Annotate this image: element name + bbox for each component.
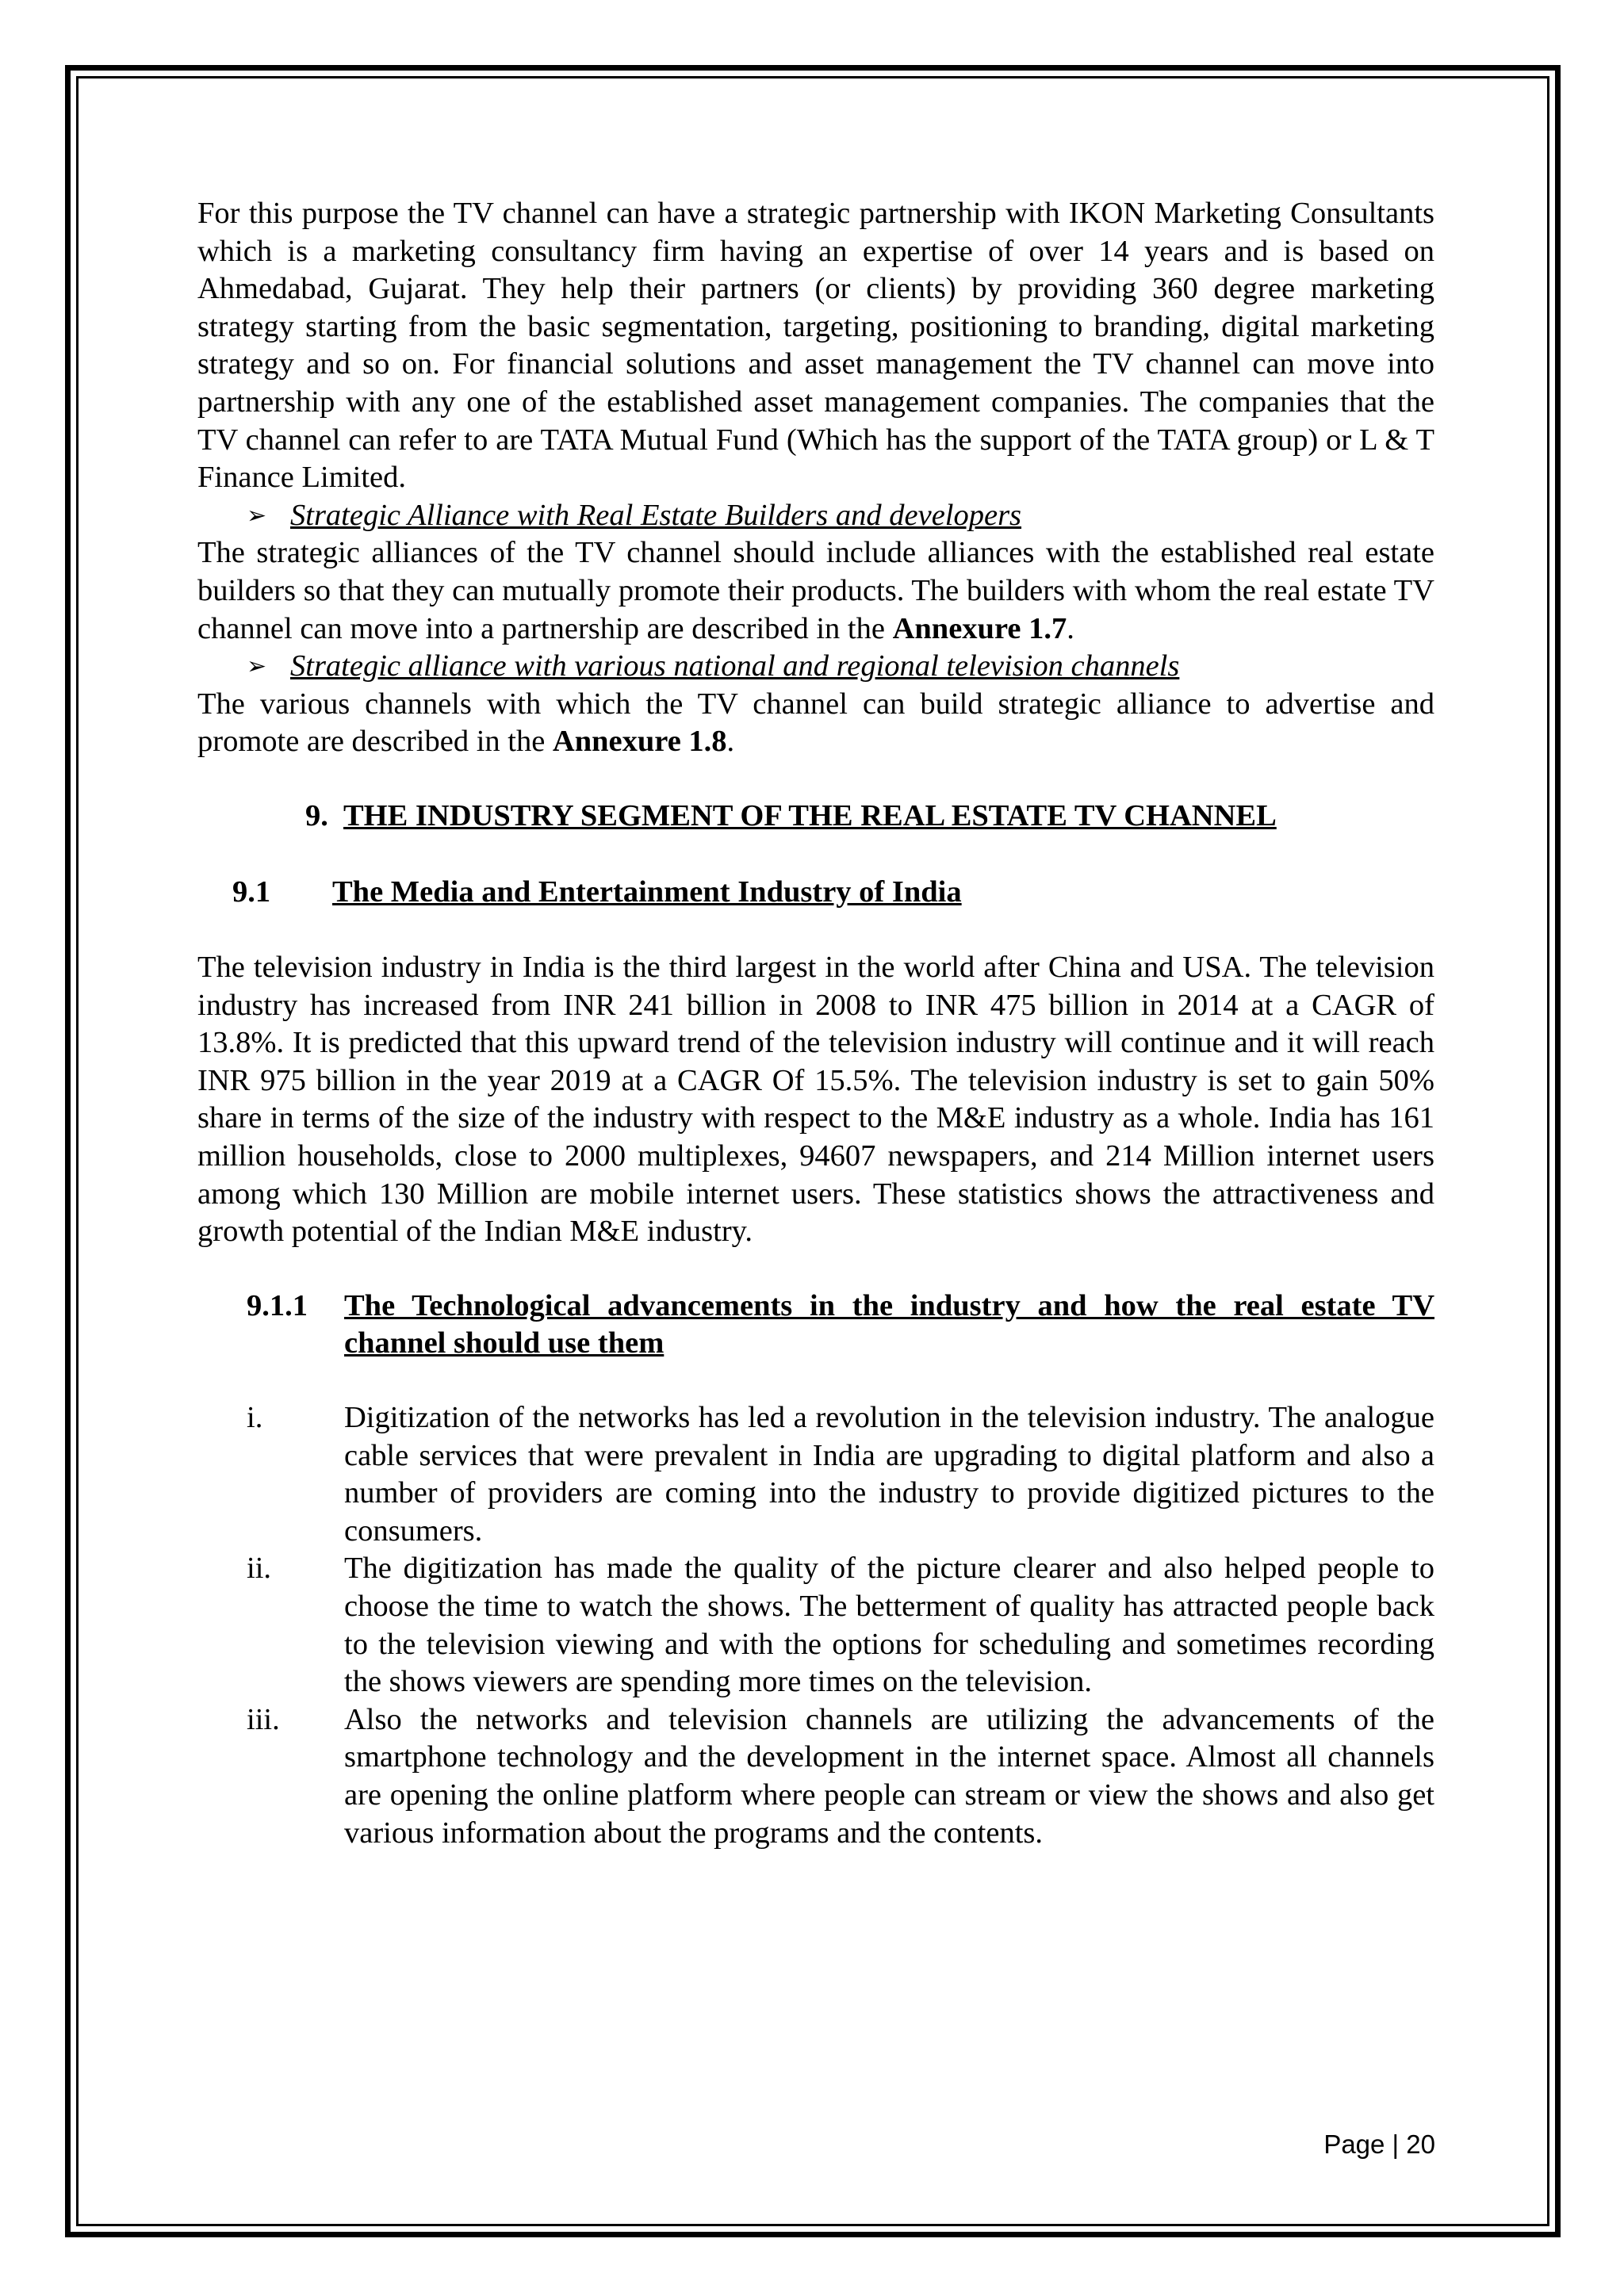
arrow-bullet-icon: ➢ [247, 652, 267, 681]
list-item [197, 1701, 1434, 1852]
paragraph-channels-alliance [197, 686, 1434, 761]
bullet-text: Strategic Alliance with Real Estate Builders and developers [290, 498, 1022, 532]
section-heading-9 [197, 798, 1434, 836]
page-number: Page | 20 [1323, 2130, 1435, 2159]
roman-numeral-list [197, 1399, 1434, 1852]
paragraph-ikon-partnership: For this purpose the TV channel can have a strategic partnership with IKON Marketing Consultants which is a marketing consultancy firm having an expertise of over 14 years and is based on Ahmedabad, Gujarat. They help their partners (or clients) by providing 360 degree marketing strategy starting from the basic segmentation, targeting, positioning to branding, digital marketing strategy and so on. For financial solutions and asset management the TV channel can move into partnership with any one of the established asset management companies. The companies that the TV channel can refer to are TATA Mutual Fund (Which has the support of the TATA group) or L & T Finance Limited. [197, 197, 1434, 495]
list-item-text: The digitization has made the quality of the picture clearer and also helped people to choose the time to watch the shows. The betterment of quality has attracted people back to the television viewing and with the options for scheduling and sometimes recording the shows viewers are spending more times on the television. [344, 1552, 1434, 1699]
section-number: 9.1 [232, 874, 271, 909]
list-item [197, 1399, 1434, 1550]
list-item-text: Also the networks and television channels are utilizing the advancements of the smartphone technology and the development in the internet space. Almost all channels are opening the online platform where people can stream or view the shows and also get various information about the programs and the contents. [344, 1702, 1434, 1850]
bullet-tv-channels-alliance [197, 648, 1434, 686]
paragraph-builders-alliance [197, 534, 1434, 648]
arrow-bullet-icon: ➢ [247, 501, 267, 530]
list-marker: iii. [247, 1702, 280, 1736]
list-marker: i. [247, 1401, 263, 1435]
page-content [197, 195, 1434, 1852]
bullet-text: Strategic alliance with various national and regional television channels [290, 649, 1180, 683]
section-title: The Media and Entertainment Industry of India [332, 874, 962, 909]
list-item-text: Digitization of the networks has led a revolution in the television industry. The analogue cable services that were prevalent in India are upgrading to digital platform and also a number of providers are coming into the industry to provide digitized pictures to the consumers. [344, 1401, 1434, 1548]
bullet-real-estate-builders [197, 497, 1434, 535]
section-heading-9-1-1 [197, 1288, 1434, 1363]
paragraph-text: The various channels with which the TV channel can build strategic alliance to advertise and promote are described in the [197, 687, 1434, 759]
paragraph-text-end: . [1067, 611, 1074, 645]
annexure-reference: Annexure 1.7 [892, 611, 1067, 645]
section-number: 9.1.1 [247, 1288, 308, 1322]
paragraph-text-end: . [726, 725, 735, 759]
section-heading-9-1 [197, 874, 1434, 912]
section-number: 9. [305, 798, 328, 832]
paragraph-text: The strategic alliances of the TV channel should include alliances with the established real estate builders so that they can mutually promote their products. The builders with whom the real estate TV channel can move into a partnership are described in the [197, 536, 1434, 645]
section-title: The Technological advancements in the industry and how the real estate TV channel should use them [344, 1288, 1434, 1360]
list-item [197, 1550, 1434, 1701]
paragraph-tv-industry: The television industry in India is the third largest in the world after China and USA. The television industry has increased from INR 241 billion in 2008 to INR 475 billion in 2014 at a CAGR of 13.8%. It is predicted that this upward trend of the television industry will continue and it will reach INR 975 billion in the year 2019 at a CAGR Of 15.5%. The television industry is set to gain 50% share in terms of the size of the industry with respect to the M&E industry as a whole. India has 161 million households, close to 2000 multiplexes, 94607 newspapers, and 214 Million internet users among which 130 Million are mobile internet users. These statistics shows the attractiveness and growth potential of the Indian M&E industry. [197, 951, 1434, 1249]
section-title: THE INDUSTRY SEGMENT OF THE REAL ESTATE TV CHANNEL [343, 798, 1277, 832]
annexure-reference: Annexure 1.8 [552, 725, 727, 759]
list-marker: ii. [247, 1552, 272, 1586]
